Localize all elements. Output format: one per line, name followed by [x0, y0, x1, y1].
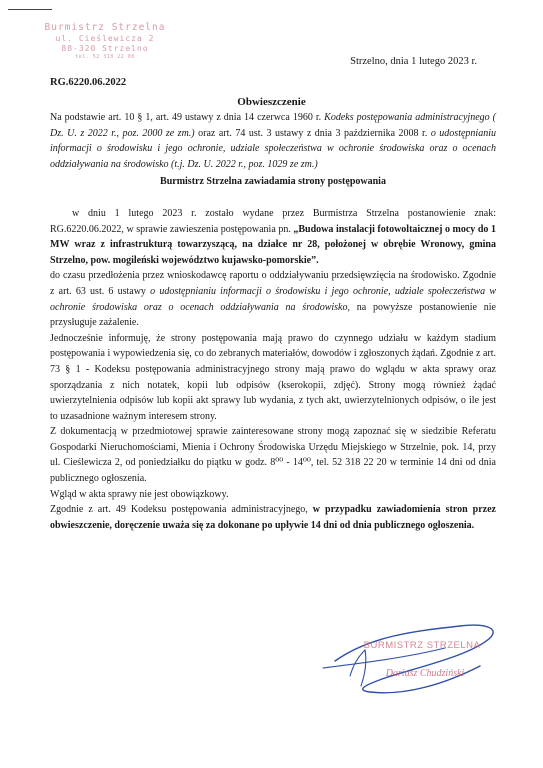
p1-text-a: Na podstawie art. 10 § 1, art. 49 ustawy z dnia 14 czerwca 1960 r.: [50, 112, 325, 123]
paragraph-rights: Jednocześnie informuję, że strony postępowania mają prawo do czynnego udziału w każdym stadium postępowania i wypowiedzenia się, co do zebranych materiałów, dowodów i zgłoszonych żądań. Zgodnie z art. 73 § 1 - Kodeksu postępowania administracyjnego strony mają prawo do wglądu w akta sprawy oraz sporządzania z nich notatek, kopii lub odpisów (kserokopii, zdjęć). Strony mogą również żądać uwierzytelnienia odpisów lub kopii akt sprawy lub wydania, z tych akt, uwierzytelnionych odpisów, o ile jest to uzasadnione ważnym interesem strony.: [50, 332, 496, 422]
paragraph-optional: Wgląd w akta sprawy nie jest obowiązkowy.: [50, 488, 229, 500]
document-title: Obwieszczenie: [237, 96, 306, 108]
reference-number: RG.6220.06.2022: [50, 77, 127, 88]
p1-act-reference: o udostępnianiu informacji o środowisku i jego ochronie, udziale społeczeństwa w ochronie środowiska oraz o ocenach oddziaływania na środowisko (t.j. Dz. U. 2022 r., poz. 1029 ze zm.): [50, 127, 496, 170]
paragraph-suspension: [50, 268, 496, 330]
p7-text-a: Zgodnie z art. 49 Kodeksu postępowania administracyjnego,: [50, 504, 313, 516]
signatory-name: Dariusz Chudziński: [385, 668, 465, 679]
document-body: [50, 110, 496, 533]
paragraph-documentation: Z dokumentacją w przedmiotowej sprawie zainteresowane strony mogą zapoznać się w siedzibie Referatu Gospodarki Nieruchomościami, Mienia i Ochrony Środowiska Urzędu Miejskiego w Strzelnie, pok. 14, przy ul. Cieślewicza 2, od poniedziałku do piątku w godz. 8⁰⁰ - 14⁰⁰, tel. 52 318 22 20 w terminie 14 dni od dnia publicznego ogłoszenia.: [50, 426, 496, 485]
p3-text-c: na powyższe postanowienie nie przysługuje zażalenie.: [50, 301, 496, 329]
p1-code-reference: Kodeks postępowania administracyjnego ( Dz. U. z 2022 r., poz. 2000 ze zm.): [50, 112, 497, 139]
p2-text-a: w dniu 1 lutego 2023 r. zostało wydane przez Burmistrza Strzelna postanowienie znak: RG.6220.06.2022, w sprawie zawieszenia postępowania pn.: [50, 207, 496, 235]
p2-project-name: „Budowa instalacji fotowoltaicznej o mocy do 1 MW wraz z infrastrukturą towarzyszącą, na działce nr 28, położonej w obrębie Wronowy, gmina Strzelno, pow. mogileński województwo kujawsko-pomorskie”.: [50, 223, 496, 266]
signature-stamp: BURMISTRZ STRZELNA: [363, 640, 481, 651]
paragraph-decision: [50, 206, 496, 268]
date-line: Strzelno, dnia 1 lutego 2023 r.: [350, 56, 477, 67]
header-rule: [8, 9, 52, 10]
p3-act-reference: o udostępnianiu informacji o środowisku i jego ochronie, udziale społeczeństwa w ochronie środowiska oraz o ocenach oddziaływania na środowisko,: [50, 285, 496, 313]
p7-text-b: w przypadku zawiadomienia stron przez obwieszczenie, doręczenie uważa się za dokonane po upływie 14 dni od dnia publicznego ogłoszenia.: [50, 504, 496, 531]
p3-text-a: do czasu przedłożenia przez wnioskodawcę raportu o oddziaływaniu przedsięwzięcia na środowisko. Zgodnie z art. 63 ust. 6 ustawy: [50, 270, 496, 297]
paragraph-delivery: [50, 502, 496, 533]
stamp-line-2: ul. Cieślewicza 2: [55, 33, 155, 43]
stamp-line-1: Burmistrz Strzelna: [44, 22, 166, 33]
stamp-line-4: tel. 52 318 22 00: [75, 53, 135, 60]
paragraph-legal-basis: [50, 110, 496, 172]
p1-text-c: oraz art. 74 ust. 3 ustawy z dnia 3 października 2008 r.: [194, 127, 431, 139]
stamp-line-3: 88-320 Strzelno: [61, 43, 149, 53]
office-stamp: [30, 22, 180, 60]
notice-heading: Burmistrz Strzelna zawiadamia strony postępowania: [160, 176, 386, 188]
handwritten-signature: [295, 606, 515, 706]
